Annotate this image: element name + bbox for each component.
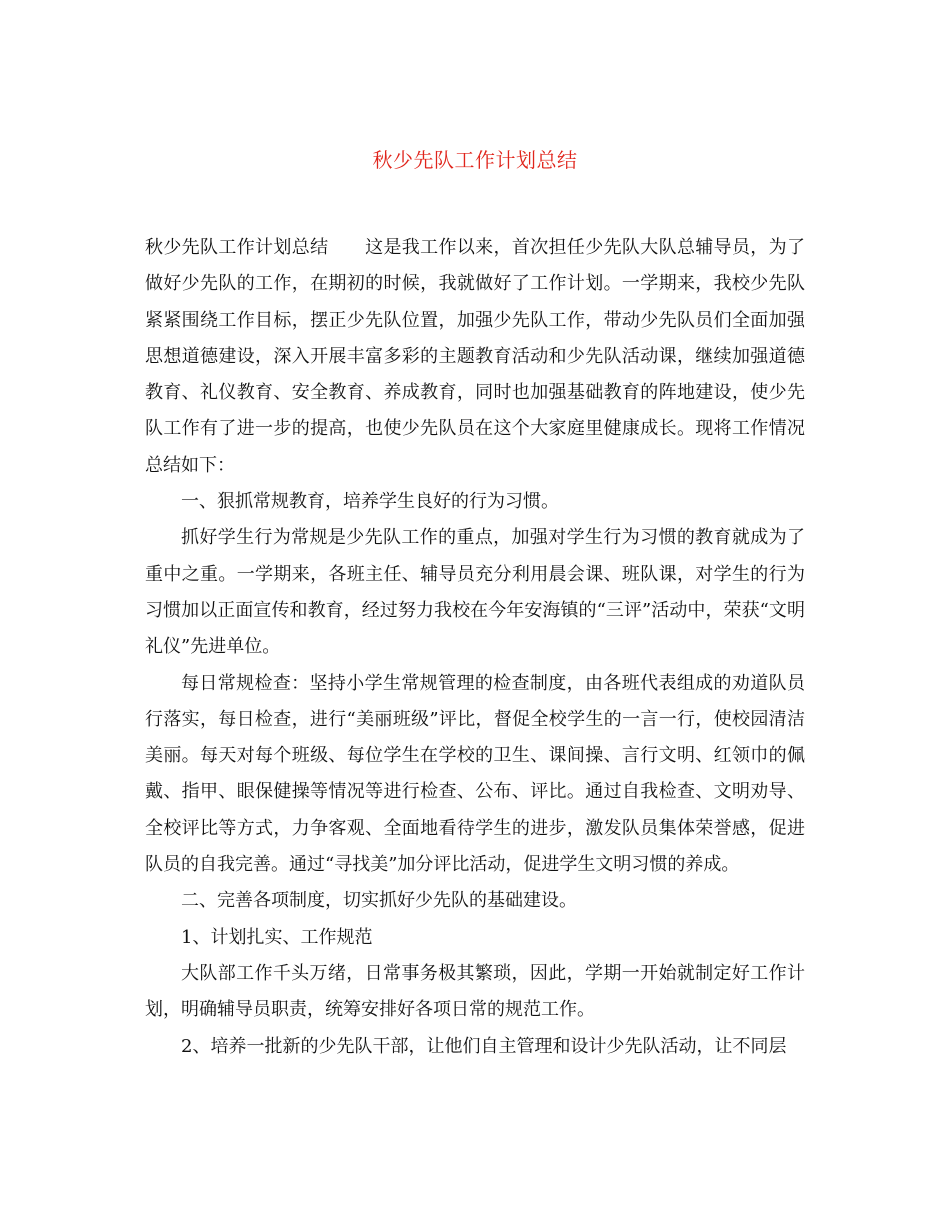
paragraph: 2、培养一批新的少先队干部，让他们自主管理和设计少先队活动，让不同层 — [181, 1035, 787, 1057]
paragraph: 每日常规检查：坚持小学生常规管理的检查制度，由各班代表组成的劝道队员行落实，每日检查，进行“美丽班级”评比，督促全校学生的一言一行，使校园清洁美丽。每天对每个班级、每位学生在学校的卫生、课间操、言行文明、红领巾的佩戴、指甲、眼保健操等情况等进行检查、公布、评比。通过自我检查、文明劝导、全校评比等方式，力争客观、全面地看待学生的进步，激发队员集体荣誉感，促进队员的自我完善。通过“寻找美”加分评比活动，促进学生文明习惯的养成。 — [145, 672, 805, 876]
paragraph: 抓好学生行为常规是少先队工作的重点，加强对学生行为习惯的教育就成为了重中之重。一学期来，各班主任、辅导员充分利用晨会课、班队课，对学生的行为习惯加以正面宣传和教育，经过努力我校在今年安海镇的“三评”活动中，荣获“文明礼仪”先进单位。 — [145, 527, 805, 658]
section-heading-2: 二、完善各项制度，切实抓好少先队的基础建设。 — [181, 890, 577, 912]
paragraph: 大队部工作千头万绪，日常事务极其繁琐，因此，学期一开始就制定好工作计划，明确辅导员职责，统筹安排好各项日常的规范工作。 — [145, 962, 805, 1021]
paragraph-intro: 秋少先队工作计划总结 这是我工作以来，首次担任少先队大队总辅导员，为了做好少先队的工作，在期初的时候，我就做好了工作计划。一学期来，我校少先队紧紧围绕工作目标，摆正少先队位置，加强少先队工作，带动少先队员们全面加强思想道德建设，深入开展丰富多彩的主题教育活动和少先队活动课，继续加强道德教育、礼仪教育、安全教育、养成教育，同时也加强基础教育的阵地建设，使少先队工作有了进一步的提高，也使少先队员在这个大家庭里健康成长。现将工作情况总结如下： — [145, 237, 805, 476]
document-title: 秋少先队工作计划总结 — [372, 148, 578, 172]
section-heading-1: 一、狠抓常规教育，培养学生良好的行为习惯。 — [181, 491, 559, 513]
subheading: 1、计划扎实、工作规范 — [181, 926, 373, 948]
document-body — [145, 230, 805, 1065]
